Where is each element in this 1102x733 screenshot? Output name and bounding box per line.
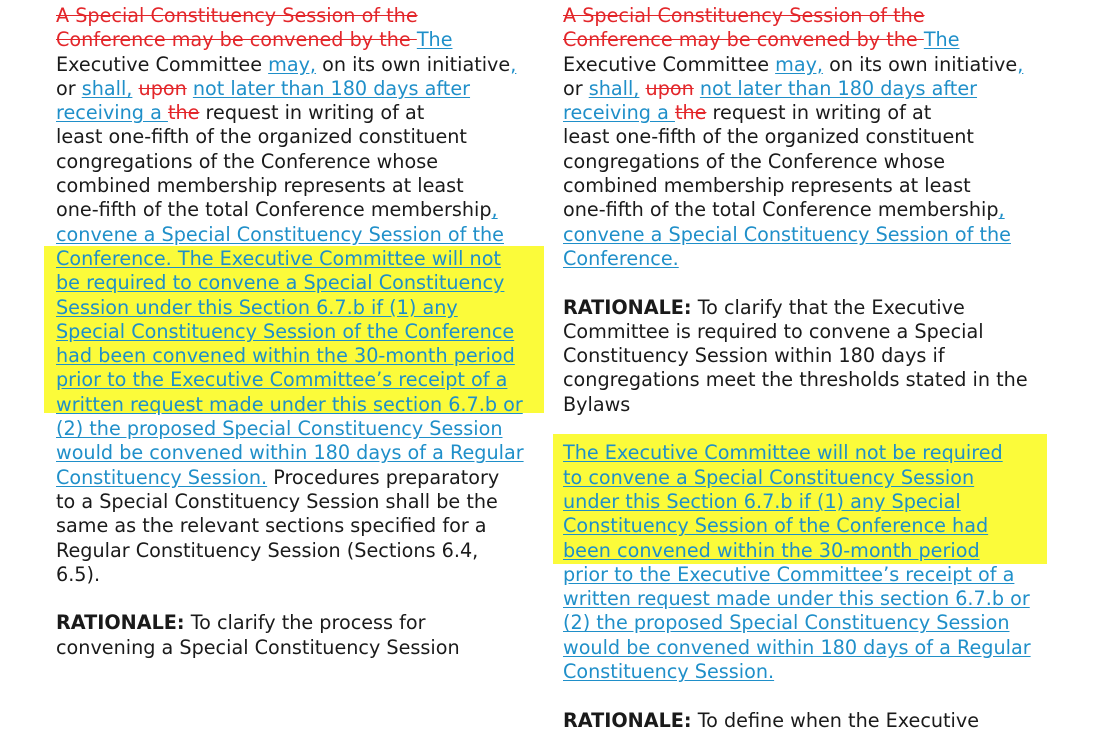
text-line [563,296,1063,320]
text-line [56,320,548,344]
inserted-text: not later than 180 days after [699,76,978,100]
inserted-text: would be convened within 180 days of a Regular [563,635,1031,659]
text-run: To clarify that the Executive [691,295,965,319]
text-line [56,466,548,490]
text-line [56,198,548,222]
inserted-text: Constituency Session of the Conference had [563,514,989,538]
inserted-text: had been convened within the 30-month period [56,344,515,368]
text-line [563,174,1063,198]
text-line [56,296,548,320]
inserted-text: receiving a [563,101,675,125]
text-line [56,77,548,101]
left-column [56,4,548,660]
text-line [56,247,548,271]
text-line [56,223,548,247]
text-run: request in writing of at [199,101,425,125]
text-run: least one-fifth of the organized constituent [56,125,467,149]
inserted-text: Conference. [563,246,679,270]
inserted-text: under this Section 6.7.b if (1) any Special [563,489,961,513]
inserted-text: would be convened within 180 days of a Regular [56,441,524,465]
inserted-text: Session under this Section 6.7.b if (1) any [56,295,458,319]
blank-line [563,684,1063,708]
deleted-text: Conference may be convened by the [563,28,924,52]
text-line [56,150,548,174]
text-line [56,563,548,587]
text-line [563,466,1063,490]
inserted-text: shall, [81,76,133,100]
text-line [563,320,1063,344]
text-line [563,198,1063,222]
text-line [56,174,548,198]
text-line [563,441,1063,465]
text-run: Committee is required to convene a Special [563,319,984,343]
text-run: or [563,76,589,100]
text-line [56,636,548,660]
text-line [563,393,1063,417]
text-run: Executive Committee [563,52,776,76]
text-run: convening a Special Constituency Session [56,635,460,659]
text-run: combined membership represents at least [56,174,464,198]
inserted-text: Constituency Session. [563,660,775,684]
text-line [56,368,548,392]
text-run: Executive Committee [56,52,269,76]
text-line [56,539,548,563]
inserted-text: Constituency Session. [56,465,268,489]
text-line [563,247,1063,271]
text-run: on its own initiative [823,52,1018,76]
text-line [563,587,1063,611]
text-run: least one-fifth of the organized constituent [563,125,974,149]
deleted-text: the [674,101,707,125]
inserted-text: written request made under this section 6.7.b or [56,392,523,416]
text-line [563,563,1063,587]
inserted-text: may, [268,52,317,76]
blank-line [563,271,1063,295]
inserted-text: Special Constituency Session of the Conference [56,319,515,343]
deleted-text: the [167,101,200,125]
text-line [563,611,1063,635]
deleted-text: upon [138,76,187,100]
rationale-label: RATIONALE: [56,611,185,635]
text-run: request in writing of at [706,101,932,125]
text-line [56,441,548,465]
text-line [563,490,1063,514]
inserted-text: shall, [588,76,640,100]
text-run: Procedures preparatory [267,465,500,489]
inserted-text: to convene a Special Constituency Session [563,465,975,489]
inserted-text: (2) the proposed Special Constituency Session [56,417,503,441]
deleted-text: A Special Constituency Session of the [56,4,418,27]
text-line [563,4,1063,28]
text-run: one-fifth of the total Conference membership [56,198,492,222]
text-line [56,344,548,368]
deleted-text: Conference may be convened by the [56,28,417,52]
inserted-text: prior to the Executive Committee’s receipt of a [563,562,1015,586]
text-line [56,53,548,77]
inserted-text: , [510,52,517,76]
text-line [563,125,1063,149]
inserted-text: be required to convene a Special Constituency [56,271,505,295]
inserted-text: The [416,28,453,52]
inserted-text: The [923,28,960,52]
inserted-text: , [1017,52,1024,76]
inserted-text: not later than 180 days after [192,76,471,100]
text-line [56,125,548,149]
text-line [563,636,1063,660]
text-line [56,4,548,28]
inserted-text: written request made under this section 6.7.b or [563,587,1030,611]
text-line [563,28,1063,52]
rationale-label: RATIONALE: [563,708,692,732]
deleted-text: upon [645,76,694,100]
text-run: combined membership represents at least [563,174,971,198]
text-run: congregations of the Conference whose [563,149,946,173]
text-run: To clarify the process for [184,611,426,635]
text-line [563,150,1063,174]
text-line [563,223,1063,247]
inserted-text: (2) the proposed Special Constituency Session [563,611,1010,635]
text-run: to a Special Constituency Session shall be the [56,489,498,513]
inserted-text: been convened within the 30-month period [563,538,980,562]
text-line [563,368,1063,392]
rationale-label: RATIONALE: [563,295,692,319]
text-run: 6.5). [56,562,101,586]
text-line [563,514,1063,538]
text-line [56,101,548,125]
text-line [563,53,1063,77]
text-run: Bylaws [563,392,631,416]
text-run: or [56,76,82,100]
text-line [56,611,548,635]
inserted-text: prior to the Executive Committee’s receipt of a [56,368,508,392]
blank-line [563,417,1063,441]
text-line [563,539,1063,563]
text-line [56,28,548,52]
text-line [56,417,548,441]
text-run: congregations of the Conference whose [56,149,439,173]
text-line [563,660,1063,684]
text-line [563,101,1063,125]
inserted-text: convene a Special Constituency Session of the [563,222,1011,246]
inserted-text: may, [775,52,824,76]
inserted-text: Conference. The Executive Committee will not [56,246,501,270]
text-run: congregations meet the thresholds stated in the [563,368,1028,392]
text-line [563,709,1063,733]
inserted-text: The Executive Committee will not be required [563,441,1003,465]
text-run: Constituency Session within 180 days if [563,344,945,368]
text-line [563,77,1063,101]
text-run: To define when the Executive [691,708,980,732]
inserted-text: receiving a [56,101,168,125]
blank-line [56,587,548,611]
text-line [56,490,548,514]
inserted-text: , [998,198,1005,222]
text-run: same as the relevant sections specified for a [56,514,487,538]
deleted-text: A Special Constituency Session of the [563,4,925,27]
text-run: on its own initiative [316,52,511,76]
right-column [563,4,1063,733]
text-run: Regular Constituency Session (Sections 6.4, [56,538,479,562]
inserted-text: convene a Special Constituency Session of the [56,222,504,246]
inserted-text: , [491,198,498,222]
text-line [56,271,548,295]
text-run: one-fifth of the total Conference membership [563,198,999,222]
text-line [563,344,1063,368]
text-line [56,393,548,417]
text-line [56,514,548,538]
